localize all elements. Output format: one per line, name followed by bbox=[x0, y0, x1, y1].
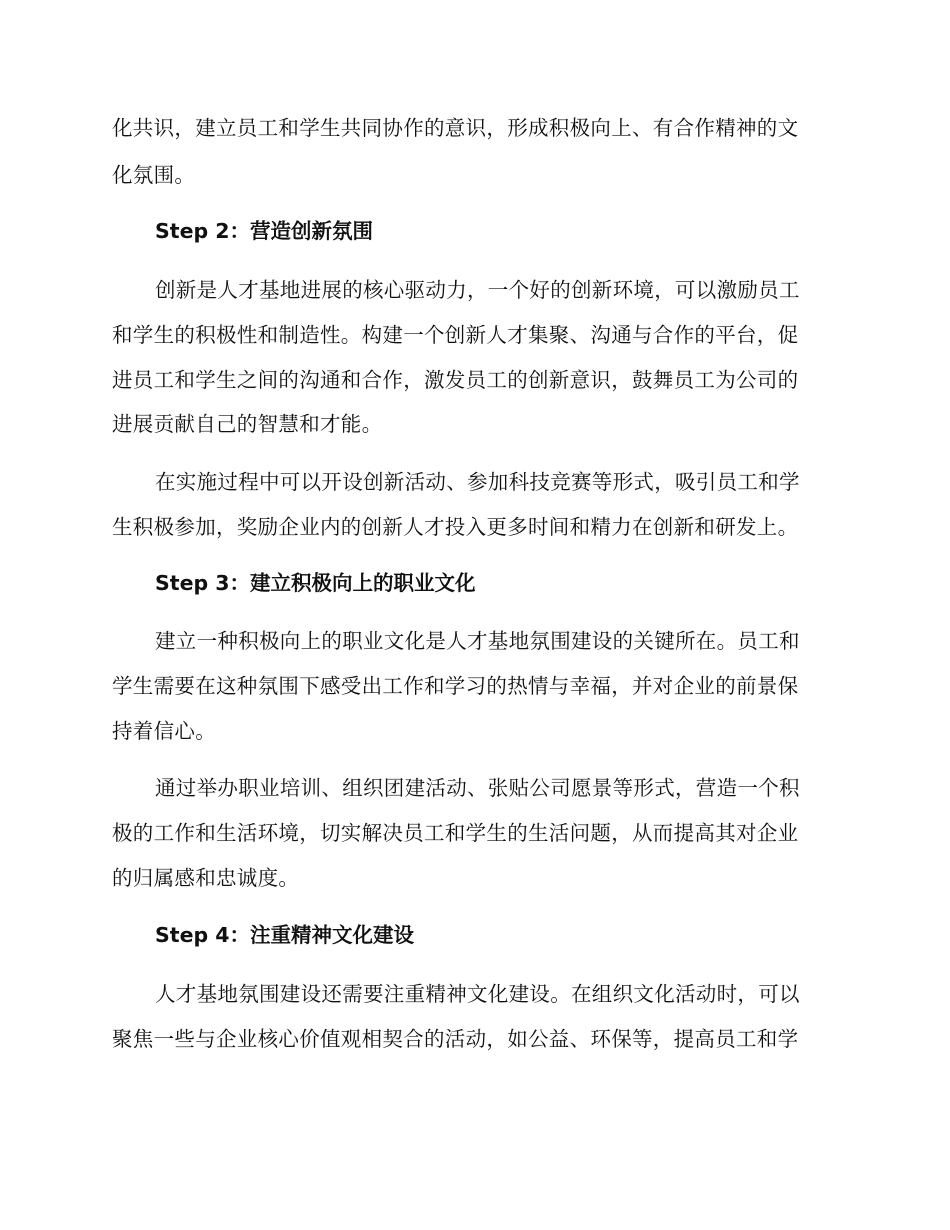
paragraph-line: 聚焦一些与企业核心价值观相契合的活动，如公益、环保等，提高员工和学 bbox=[112, 1027, 799, 1051]
section-heading-step-4: Step 4：注重精神文化建设 bbox=[155, 923, 415, 947]
paragraph-line: 的归属感和忠诚度。 bbox=[112, 866, 300, 890]
section-heading-step-2: Step 2：营造创新氛围 bbox=[155, 219, 374, 243]
paragraph-line: 学生需要在这种氛围下感受出工作和学习的热情与幸福，并对企业的前景保 bbox=[112, 674, 799, 698]
paragraph-line: 创新是人才基地进展的核心驱动力，一个好的创新环境，可以激励员工 bbox=[155, 278, 800, 302]
paragraph-line: 通过举办职业培训、组织团建活动、张贴公司愿景等形式，营造一个积 bbox=[155, 776, 800, 800]
paragraph-line: 和学生的积极性和制造性。构建一个创新人才集聚、沟通与合作的平台，促 bbox=[112, 323, 799, 347]
paragraph-line: 在实施过程中可以开设创新活动、参加科技竞赛等形式，吸引员工和学 bbox=[155, 470, 800, 494]
paragraph-line: 生积极参加，奖励企业内的创新人才投入更多时间和精力在创新和研发上。 bbox=[112, 515, 799, 539]
paragraph-line: 人才基地氛围建设还需要注重精神文化建设。在组织文化活动时，可以 bbox=[155, 982, 800, 1006]
paragraph-line: 进员工和学生之间的沟通和合作，激发员工的创新意识，鼓舞员工为公司的 bbox=[112, 368, 799, 392]
paragraph-line: 化共识，建立员工和学生共同协作的意识，形成积极向上、有合作精神的文 bbox=[112, 116, 799, 140]
paragraph-line: 化氛围。 bbox=[112, 163, 196, 187]
paragraph-line: 进展贡献自己的智慧和才能。 bbox=[112, 412, 383, 436]
paragraph-line: 极的工作和生活环境，切实解决员工和学生的生活问题，从而提高其对企业 bbox=[112, 821, 799, 845]
paragraph-line: 持着信心。 bbox=[112, 719, 216, 743]
paragraph-line: 建立一种积极向上的职业文化是人才基地氛围建设的关键所在。员工和 bbox=[155, 629, 800, 653]
section-heading-step-3: Step 3：建立积极向上的职业文化 bbox=[155, 571, 476, 595]
